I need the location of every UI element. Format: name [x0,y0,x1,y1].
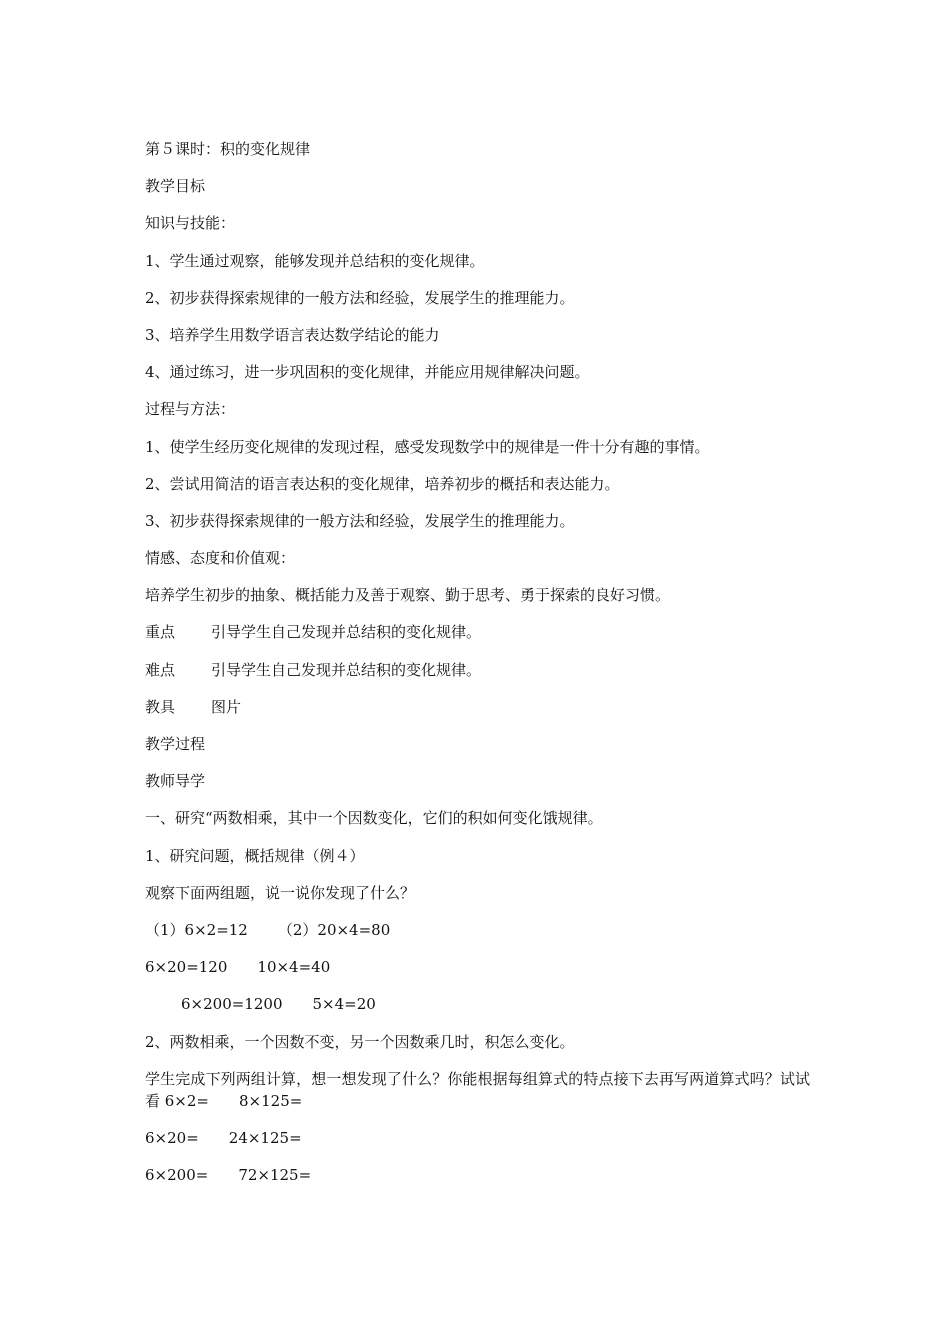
part-one-text: 一、研究“两数相乘，其中一个因数变化，它们的积如何变化饿规律。 [145,809,603,828]
step-one-text: 1、研究问题，概括规律（例４） [145,846,365,865]
tools-text: 图片 [211,697,242,716]
knowledge-item: 2、初步获得探索规律的一般方法和经验，发展学生的推理能力。 [145,288,575,307]
emotion-heading: 情感、态度和价值观： [145,549,296,568]
document-body [145,138,810,1201]
knowledge-heading: 知识与技能： [145,214,236,233]
process-item: 1、使学生经历变化规律的发现过程，感受发现数学中的规律是一件十分有趣的事情。 [145,437,710,456]
difficulty-label: 难点 [145,660,176,679]
tools-label: 教具 [145,697,176,716]
calc-row [145,1164,810,1186]
process-item: 3、初步获得探索规律的一般方法和经验，发展学生的推理能力。 [145,511,575,530]
equation: 6×20=120 [145,958,228,977]
teacher-heading: 教师导学 [145,772,206,791]
step-two-text: 2、两数相乘，一个因数不变，另一个因数乘几时，积怎么变化。 [145,1032,575,1051]
equation: 10×4=40 [257,958,331,977]
equation: 6×200= [145,1166,209,1185]
knowledge-item: 4、通过练习，进一步巩固积的变化规律，并能应用规律解决问题。 [145,363,590,382]
key-point-text: 引导学生自己发现并总结积的变化规律。 [211,623,482,642]
procedure-heading: 教学过程 [145,735,206,753]
task-paragraph [145,1068,810,1112]
knowledge-item: 1、学生通过观察，能够发现并总结积的变化规律。 [145,251,485,270]
observe-text: 观察下面两组题，说一说你发现了什么？ [145,883,416,902]
lesson-title: 第５课时：积的变化规律 [145,140,311,158]
equation-row [145,919,810,941]
knowledge-item: 3、培养学生用数学语言表达数学结论的能力 [145,325,440,344]
equation-row [145,956,810,978]
key-point-label: 重点 [145,623,176,642]
process-item: 2、尝试用简洁的语言表达积的变化规律，培养初步的概括和表达能力。 [145,474,620,493]
equation: 24×125= [228,1128,302,1147]
equation: 6×200=1200 [181,995,283,1014]
equation: （2）20×4=80 [277,920,391,939]
objectives-heading: 教学目标 [145,177,206,196]
calc-row [145,1127,810,1149]
equation: （1）6×2=12 [145,920,248,939]
tools-row [145,696,810,718]
key-point-row [145,621,810,643]
equation: 6×20= [145,1128,199,1147]
equation: 72×125= [238,1166,312,1185]
difficulty-row [145,659,810,681]
equation: 5×4=20 [312,995,376,1014]
emotion-text: 培养学生初步的抽象、概括能力及善于观察、勤于思考、勇于探索的良好习惯。 [145,586,671,605]
task-text: 学生完成下列两组计算，想一想发现了什么？你能根据每组算式的特点接下去再写两道算式吗？试试看 6×2= [145,1069,810,1110]
difficulty-text: 引导学生自己发现并总结积的变化规律。 [211,660,482,679]
equation-row [145,993,810,1015]
process-heading: 过程与方法： [145,400,236,419]
equation: 8×125= [239,1091,303,1110]
